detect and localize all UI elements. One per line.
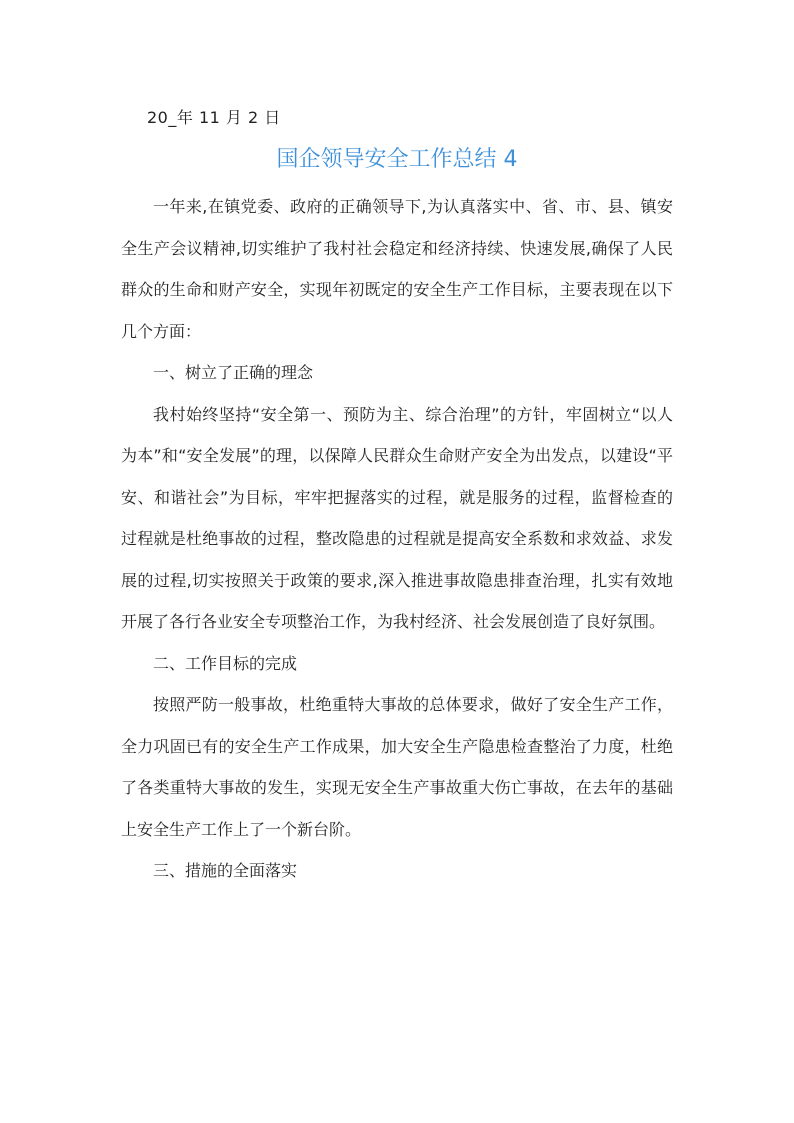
- section-paragraph-2: 按照严防一般事故，杜绝重特大事故的总体要求，做好了安全生产工作，全力巩固已有的安全生产工作成果，加大安全生产隐患检查整治了力度，杜绝了各类重特大事故的发生，实现无安全生产事故重大伤亡事故，在去年的基础上安全生产工作上了一个新台阶。: [121, 695, 673, 839]
- document-date: 20_年 11 月 2 日: [147, 108, 281, 127]
- intro-paragraph: 一年来,在镇党委、政府的正确领导下,为认真落实中、省、市、县、镇安全生产会议精神,切实维护了我村社会稳定和经济持续、快速发展,确保了人民群众的生命和财产安全，实现年初既定的安全生产工作目标，主要表现在以下几个方面：: [121, 197, 673, 341]
- section-heading-3: 三、措施的全面落实: [153, 861, 298, 880]
- section-heading-1: 一、树立了正确的理念: [153, 363, 314, 382]
- document-body: [121, 186, 673, 892]
- section-paragraph-1: 我村始终坚持“安全第一、预防为主、综合治理”的方针，牢固树立“以人为本”和“安全发展”的理，以保障人民群众生命财产安全为出发点，以建设“平安、和谐社会”为目标，牢牢把握落实的过程，就是服务的过程，监督检查的过程就是杜绝事故的过程，整改隐患的过程就是提高安全系数和求效益、求发展的过程,切实按照关于政策的要求,深入推进事故隐患排查治理，扎实有效地开展了各行各业安全专项整治工作，为我村经济、社会发展创造了良好氛围。: [121, 404, 673, 631]
- document-title: 国企领导安全工作总结 4: [276, 147, 518, 172]
- section-heading-2: 二、工作目标的完成: [153, 653, 298, 673]
